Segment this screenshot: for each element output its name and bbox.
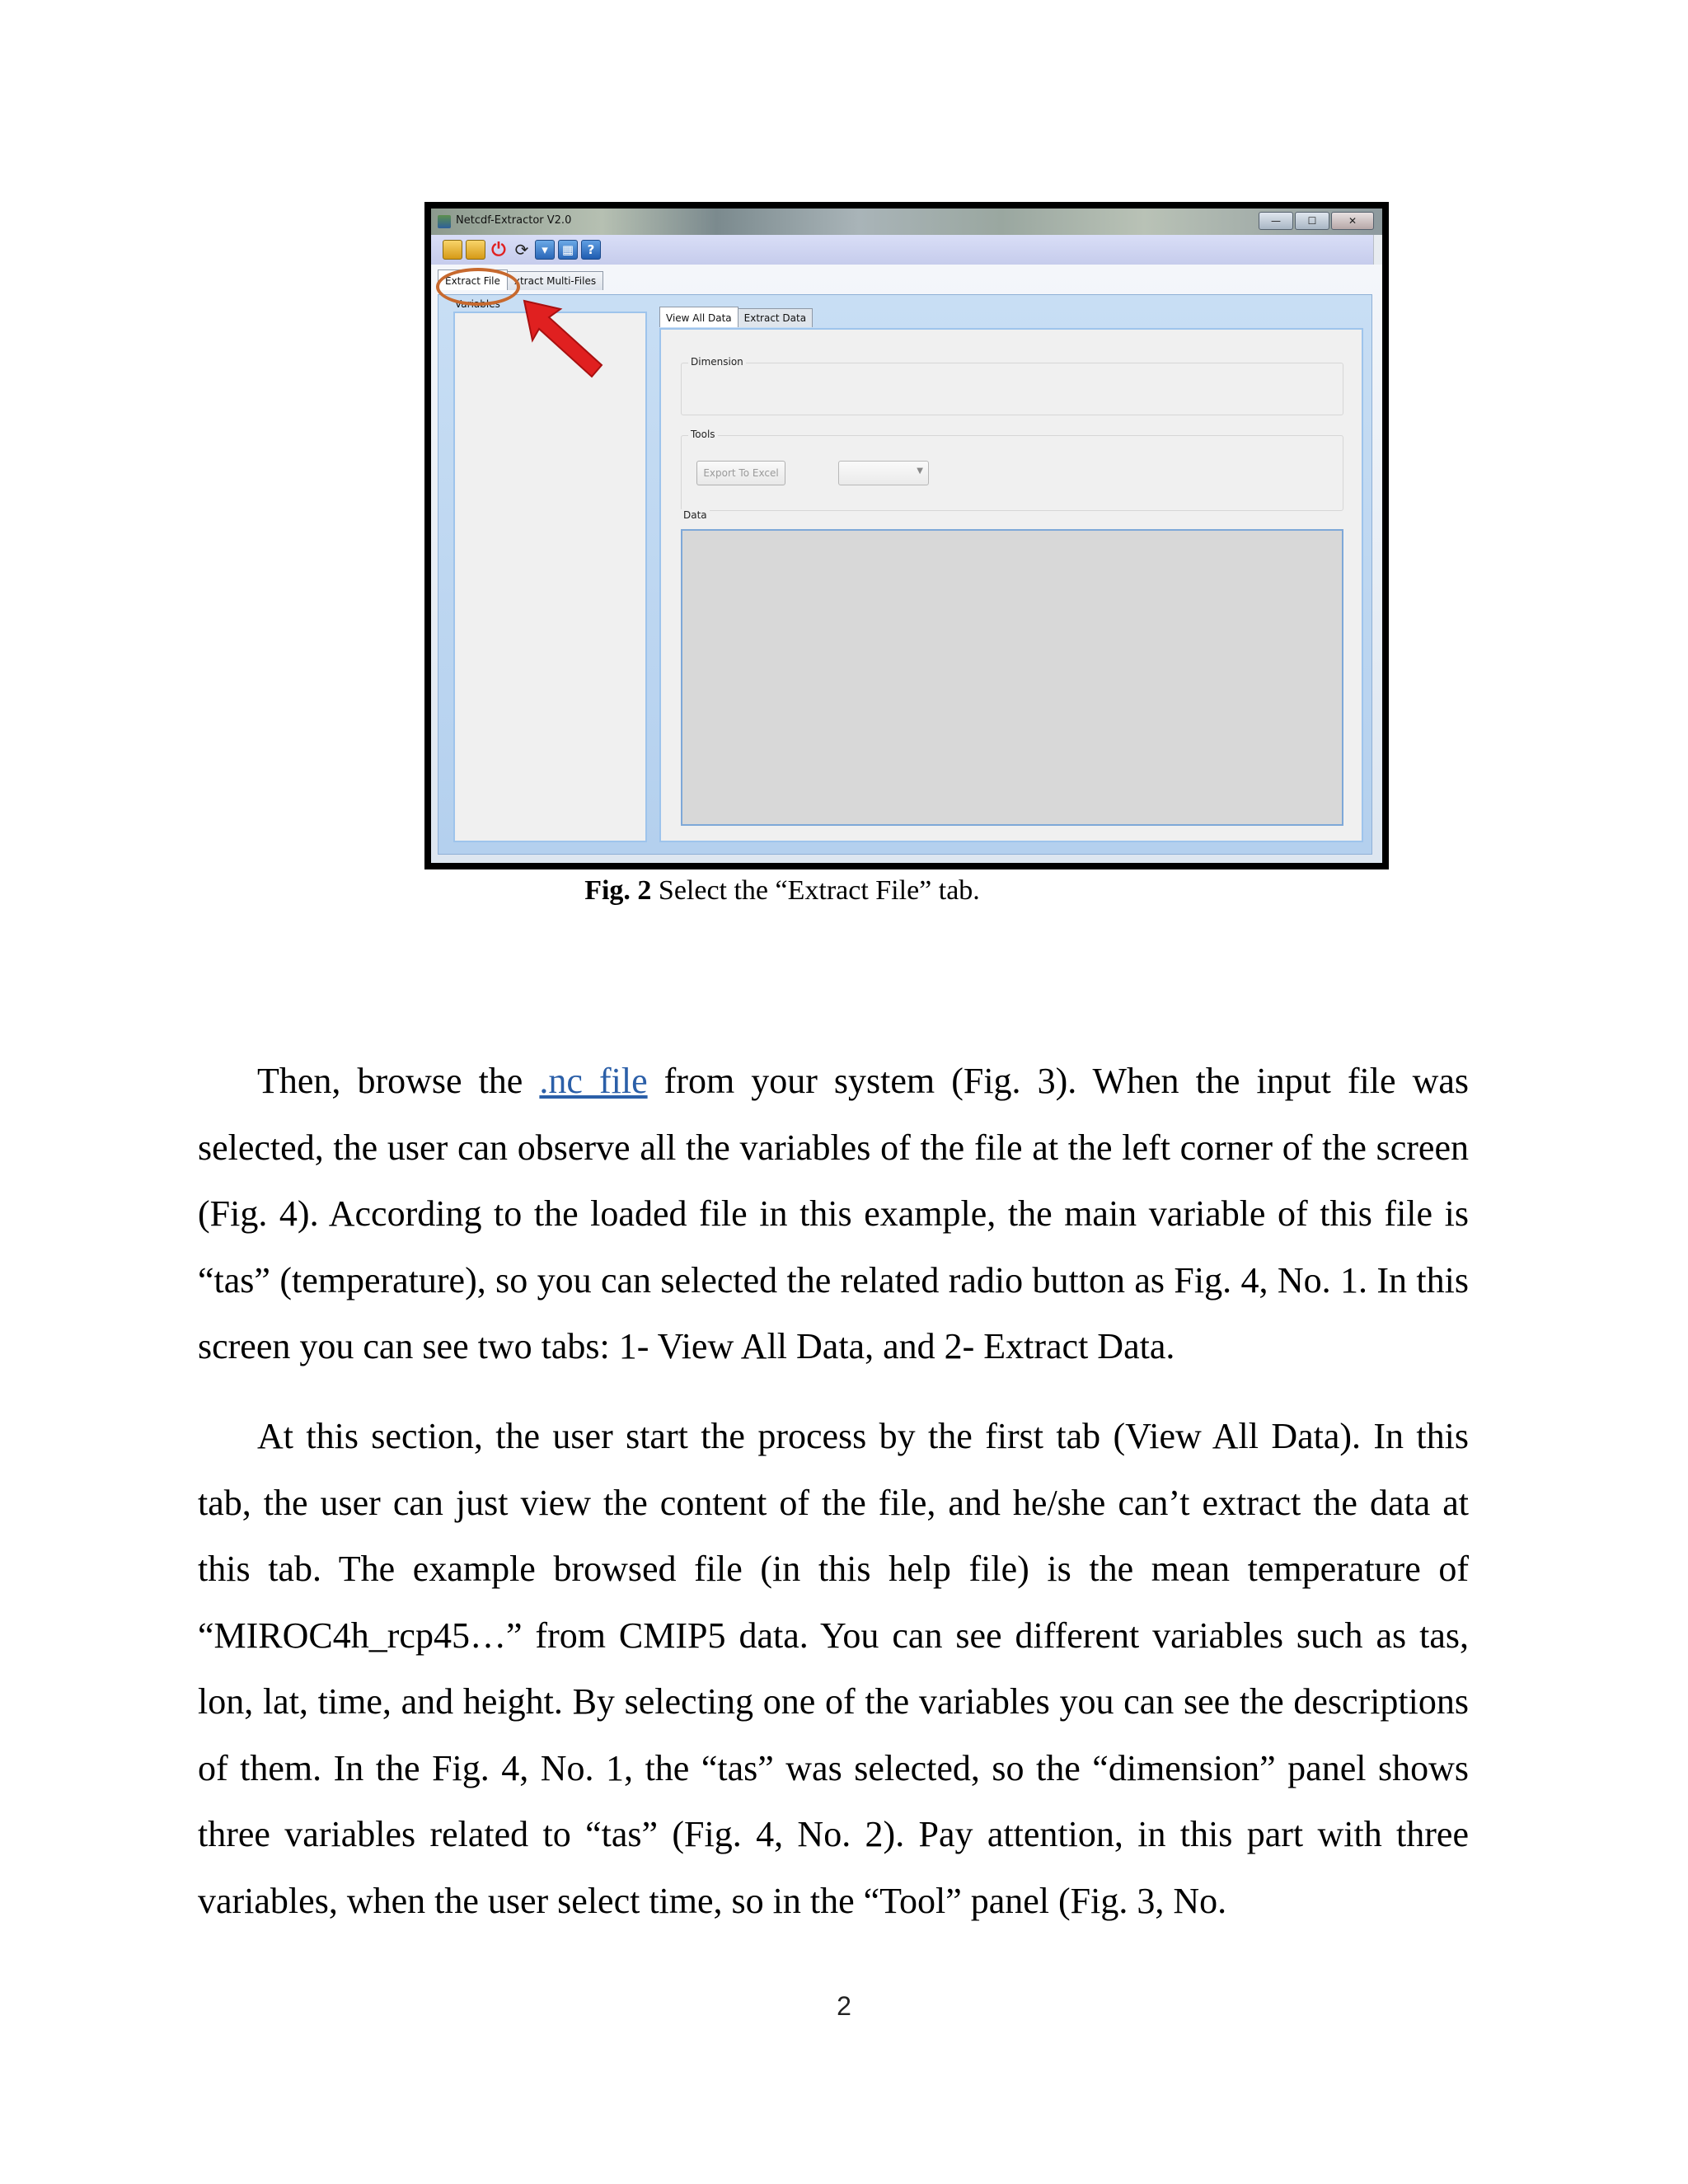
view-all-data-panel — [659, 328, 1363, 842]
maximize-button[interactable]: ☐ — [1295, 212, 1329, 230]
save-disk-icon[interactable]: ▾ — [535, 240, 555, 260]
dimension-label: Dimension — [688, 356, 746, 368]
power-icon[interactable]: ⏻ — [491, 239, 506, 260]
chevron-down-icon: ▼ — [917, 466, 923, 476]
page-number: 2 — [837, 1991, 851, 2021]
close-button[interactable]: ✕ — [1331, 212, 1374, 230]
figure-screenshot — [424, 202, 1389, 869]
data-label: Data — [681, 509, 710, 521]
variables-label: Variables — [455, 298, 500, 310]
inner-tabs — [659, 308, 812, 327]
minimize-button[interactable]: — — [1259, 212, 1293, 230]
caption-label: Fig. 2 — [584, 875, 652, 906]
toolbar — [431, 235, 1374, 265]
paragraph-1-rest: from your system (Fig. 3). When the input file was selected, the user can observe all the variables of the file at the left corner of the screen (Fig. 4). According to the loaded file in this example, the main variable of this file is “tas” (temperature), so you can selected the related radio button as Fig. 4, No. 1. In this screen you can see two tabs: 1- View All Data, and 2- Extract Data. — [198, 1061, 1469, 1366]
highlight-ring — [436, 268, 520, 306]
data-group — [681, 509, 1343, 826]
tab-view-all-data[interactable]: View All Data — [659, 307, 738, 327]
paragraph-1-start: Then, browse the — [257, 1061, 540, 1101]
red-arrow-icon — [518, 298, 608, 380]
tab-extract-file[interactable]: Extract File — [438, 269, 508, 290]
tools-dropdown[interactable] — [838, 461, 929, 485]
app-icon — [438, 215, 451, 228]
toolbar-scrollbar[interactable] — [1373, 235, 1382, 265]
caption-text: Select the “Extract File” tab. — [651, 875, 980, 906]
export-to-excel-button[interactable]: Export To Excel — [696, 461, 785, 485]
export-icon[interactable]: ▦ — [558, 240, 578, 260]
refresh-icon[interactable]: ⟳ — [514, 240, 529, 260]
window-title: Netcdf-Extractor V2.0 — [456, 214, 572, 227]
figure-caption — [0, 875, 1688, 907]
window-controls — [1259, 212, 1374, 230]
open-folder-icon[interactable] — [443, 240, 462, 260]
data-grid[interactable] — [681, 529, 1343, 826]
variables-list[interactable] — [453, 312, 647, 842]
tools-group — [681, 429, 1343, 511]
dimension-group — [681, 356, 1343, 415]
tab-extract-data[interactable]: Extract Data — [738, 308, 813, 327]
app-window — [431, 209, 1382, 863]
tab-extract-multi-files[interactable]: xtract Multi-Files — [507, 271, 603, 290]
title-bar — [431, 209, 1382, 235]
main-area — [431, 265, 1382, 863]
paragraph-1 — [198, 1048, 1469, 1380]
open-file-icon[interactable] — [466, 240, 485, 260]
paragraph-2: At this section, the user start the process by the first tab (View All Data). In this tab, the user can just view the content of the file, and he/she can’t extract the data at this tab. The example browsed file (in this help file) is the mean temperature of “MIROC4h_rcp45…” from CMIP5 data. You can see different variables such as tas, lon, lat, time, and height. By selecting one of the variables you can see the descriptions of them. In the Fig. 4, No. 1, the “tas” was selected, so the “dimension” panel shows three variables related to “tas” (Fig. 4, No. 2). Pay attention, in this part with three variables, when the user select time, so in the “Tool” panel (Fig. 3, No. — [198, 1416, 1469, 1921]
nc-file-link[interactable]: .nc file — [539, 1061, 648, 1101]
help-icon[interactable]: ? — [581, 240, 601, 260]
tools-label: Tools — [688, 429, 718, 440]
